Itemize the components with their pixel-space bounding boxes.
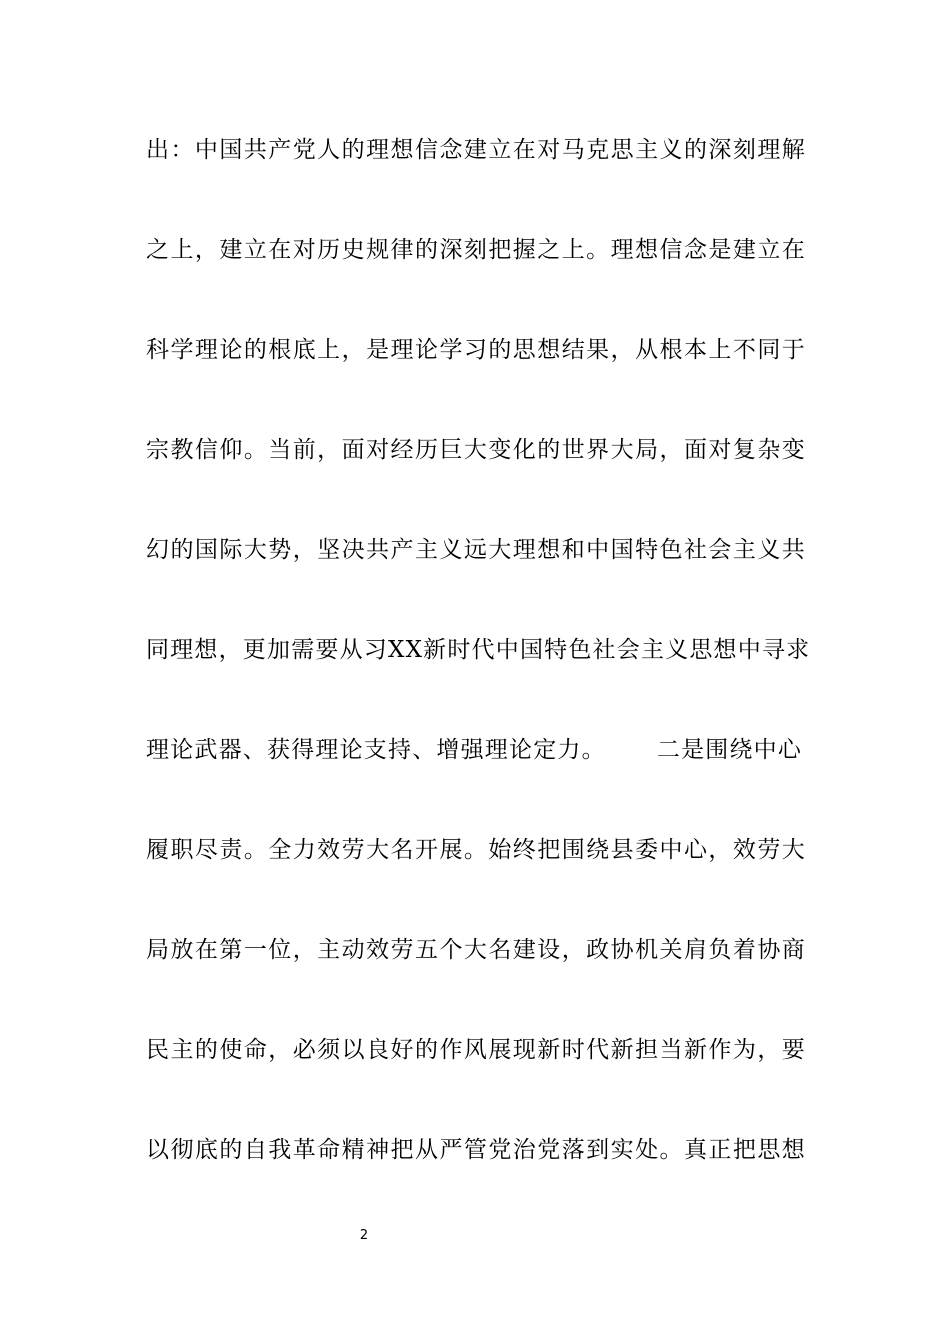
page-number: 2 [359,1228,369,1243]
body-text-line: 局放在第一位，主动效劳五个大名建设，政协机关肩负着协商 [146,937,806,963]
body-text-line: 同理想，更加需要从习XX新时代中国特色社会主义思想中寻求 [146,637,811,663]
body-text-line: 出：中国共产党人的理想信念建立在对马克思主义的深刻理解 [146,137,806,163]
body-text-line: 以彻底的自我革命精神把从严管党治党落到实处。真正把思想 [146,1137,806,1163]
body-text-line: 宗教信仰。当前，面对经历巨大变化的世界大局，面对复杂变 [146,437,806,463]
body-text-line: 科学理论的根底上，是理论学习的思想结果，从根本上不同于 [146,337,806,363]
body-text-line: 民主的使命，必须以良好的作风展现新时代新担当新作为，要 [146,1037,806,1063]
body-text-line: 理论武器、获得理论支持、增强理论定力。 二是围绕中心 [146,737,803,763]
body-text-line: 幻的国际大势，坚决共产主义远大理想和中国特色社会主义共 [146,537,806,563]
body-text-line: 之上，建立在对历史规律的深刻把握之上。理想信念是建立在 [146,237,806,263]
body-text-line: 履职尽责。全力效劳大名开展。始终把围绕县委中心，效劳大 [146,837,806,863]
